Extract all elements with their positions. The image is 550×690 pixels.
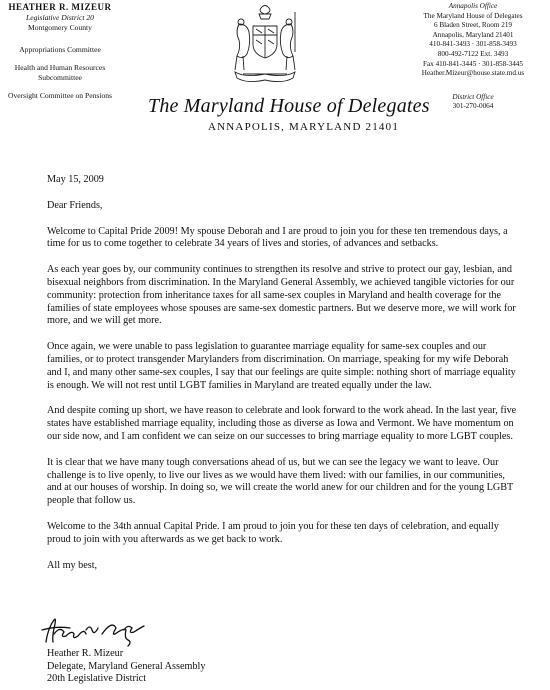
signer-title: Delegate, Maryland General Assembly	[47, 660, 206, 672]
paragraph-progress: As each year goes by, our community continues to strengthen its resolve and strive to protect our gay, lesbian, and bisexual neighbors from discrimination. In the Maryland General Assembly, we achieved tangible victories for our community: protection from inheritance taxes for all same-sex couples in Maryland and health coverage for the families of state employees whose spouses are same-sex domestic partners. But we deserve more, we will work for more, and we will get more.	[47, 264, 516, 327]
letter-closing: All my best,	[47, 559, 98, 571]
committee-appropriations: Appropriations Committee	[19, 45, 101, 54]
committee-pensions: Oversight Committee on Pensions	[8, 91, 112, 100]
committee-health-sub: Subcommittee	[38, 73, 82, 82]
office-address-1: 6 Bladen Street, Room 219	[433, 21, 513, 30]
office-address-2: Annapolis, Maryland 21401	[432, 30, 514, 39]
letter-greeting: Dear Friends,	[47, 199, 103, 211]
signer-name: Heather R. Mizeur	[47, 648, 124, 659]
office-phone-2: 800-492-7122 Ext. 3493	[437, 49, 509, 58]
house-subtitle: ANNAPOLIS, MARYLAND 21401	[208, 121, 400, 133]
signer-district: 20th Legislative District	[47, 673, 147, 685]
committee-health: Health and Human Resources	[14, 63, 106, 72]
legislative-district: Legislative District 20	[26, 13, 94, 22]
office-phone-1: 410-841-3493 · 301-858-3493	[429, 40, 517, 49]
paragraph-marriage: Once again, we were unable to pass legislation to guarantee marriage equality for same-sex couples and our families, or to protect transgender Marylanders from discrimination. On marriage, speaking for my wife Deborah and I, and many other same-sex couples, I say that our feelings are quite simple: nothing short of marriage equality is enough. We will not rest until LGBT families in Maryland are treated equally under the law.	[47, 341, 516, 391]
delegate-name: HEATHER R. MIZEUR	[8, 2, 112, 12]
handwritten-signature	[40, 612, 170, 648]
district-office-heading: District Office	[452, 92, 494, 101]
district-office-phone: 301-270-0064	[452, 102, 494, 111]
annapolis-office-heading: Annapolis Office	[448, 2, 498, 10]
maryland-seal-icon	[229, 2, 301, 92]
paragraph-welcome: Welcome to Capital Pride 2009! My spouse Deborah and I are proud to join you for these ten tremendous days, a time for us to come together to celebrate 34 years of lives and stories, of advances and setbacks.	[47, 225, 508, 250]
letterhead-left	[0, 2, 120, 101]
office-email: Heather.Mizeur@house.state.md.us	[421, 69, 525, 78]
county: Montgomery County	[28, 23, 92, 32]
signature-block	[47, 648, 205, 686]
office-fax: Fax 410-841-3445 · 301-858-3445	[422, 59, 523, 68]
paragraph-celebrate: And despite coming up short, we have reason to celebrate and look forward to the work ahead. In the last year, five states have established marriage equality, including those as diverse as Iowa and Vermont. We have momentum on our side now, and I am confident we can seize on our successes to bring marriage equality to more LGBT couples.	[47, 405, 517, 442]
paragraph-closing-welcome: Welcome to the 34th annual Capital Pride. I am proud to join you for these ten days of celebration, and equally proud to join with you afterwards as we get back to work.	[47, 520, 499, 545]
house-title: The Maryland House of Delegates	[148, 95, 430, 117]
paragraph-legacy: It is clear that we have many tough conversations ahead of us, but we can see the legacy we want to leave. Our challenge is to live openly, to live our lives as we would have them lived: with our families, in our communities, and at our houses of worship. In doing so, we will create the world anew for our children and for the young LGBT people that follow us.	[47, 456, 514, 507]
letter-date: May 15, 2009	[47, 174, 104, 185]
office-house: The Maryland House of Delegates	[423, 11, 523, 20]
letter-body	[47, 174, 517, 572]
